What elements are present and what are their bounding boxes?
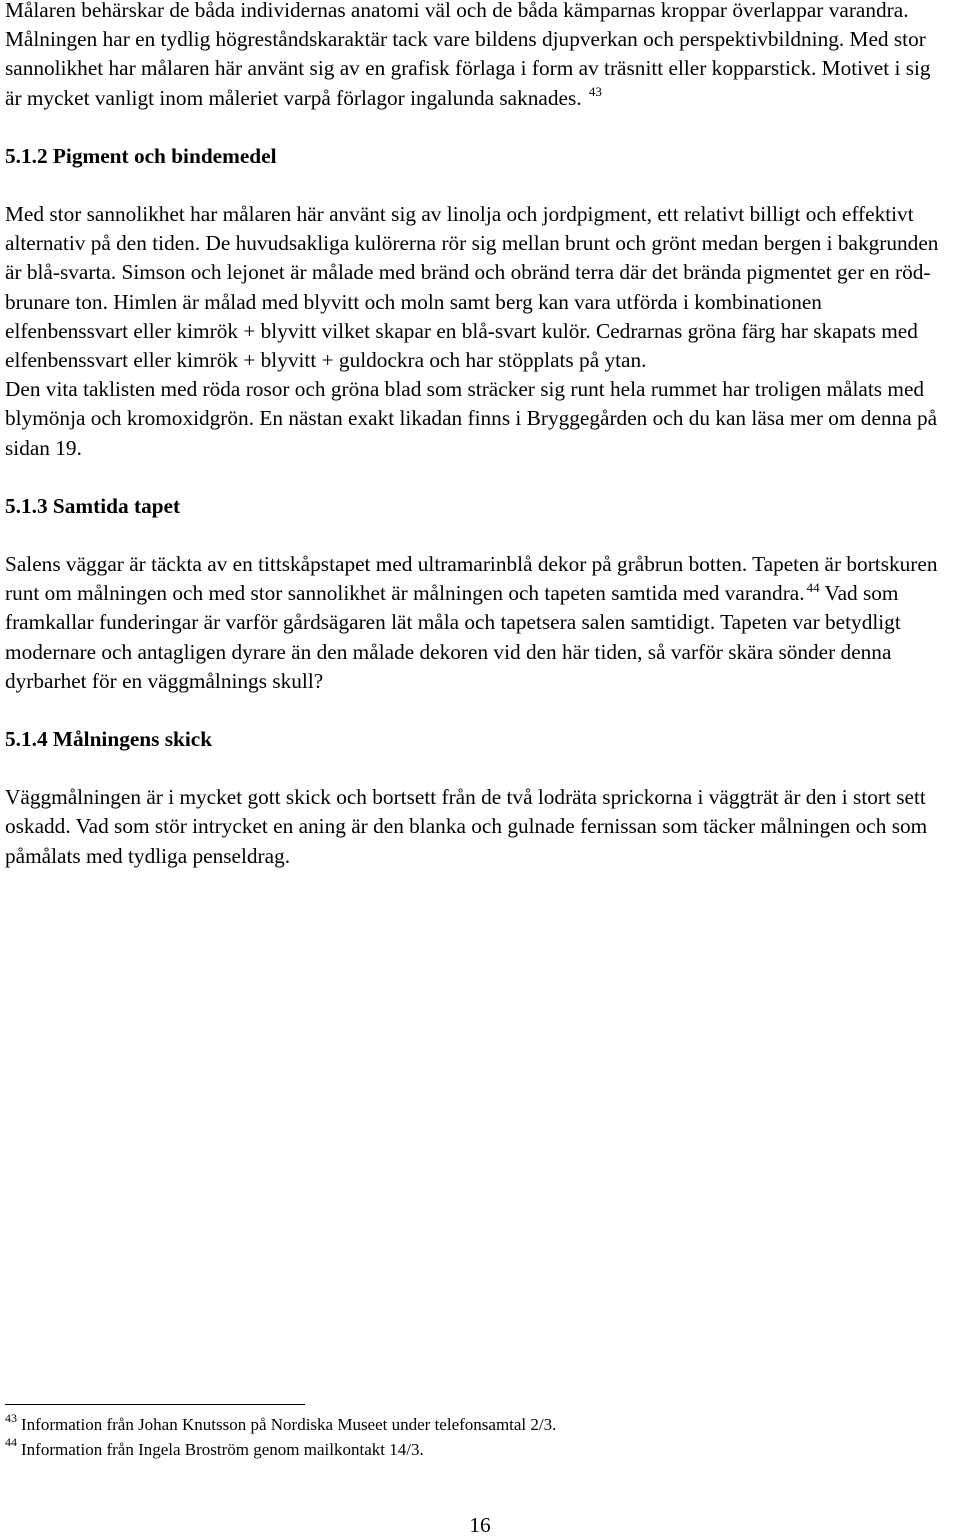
paragraph-text: Vad som framkallar funderingar är varför gårdsägaren lät måla och tapetsera salen samtidigt. Tapeten var betydligt modernare och antagligen dyrare än den målade dekoren vid den här tiden, så varför skära sönder denna dyrbarhet för en väggmålnings skull? bbox=[5, 581, 901, 693]
body-paragraph: Den vita taklisten med röda rosor och gröna blad som sträcker sig runt hela rummet har troligen målats med blymönja och kromoxidgrön. En nästan exakt likadan finns i Bryggegården och du kan läsa mer om denna på sidan 19. bbox=[5, 377, 938, 460]
footnote-number: 43 bbox=[5, 1410, 17, 1425]
paragraph-text: Salens väggar är täckta av en tittskåpstapet med ultramarinblå dekor på gråbrun botten. Tapeten är bortskuren runt om målningen och med stor sannolikhet är målningen och tapeten samtida med varandra. bbox=[5, 552, 938, 606]
body-paragraph bbox=[5, 550, 950, 696]
footnotes-section bbox=[5, 1404, 950, 1462]
intro-text: Målaren behärskar de båda individernas anatomi väl och de båda kämparnas kroppar överlappar varandra. Målningen har en tydlig högreståndskaraktär tack vare bildens djupverkan och perspektivbildning. Med stor sannolikhet har målaren här använt sig av en grafisk förlaga i form av träsnitt eller kopparstick. Motivet i sig är mycket vanligt inom måleriet varpå förlagor ingalunda saknades. bbox=[5, 0, 931, 110]
section-heading: 5.1.2 Pigment och bindemedel bbox=[5, 143, 277, 168]
footnote bbox=[5, 1410, 950, 1438]
body-paragraph: Väggmålningen är i mycket gott skick och bortsett från de två lodräta sprickorna i väggträt är den i stort sett oskadd. Vad som stör intrycket en aning är den blanka och gulnade fernissan som täcker målningen och som påmålats med tydliga penseldrag. bbox=[5, 785, 928, 868]
footnote-reference[interactable]: 43 bbox=[588, 84, 602, 100]
footnote-divider bbox=[5, 1404, 305, 1405]
section-heading: 5.1.4 Målningens skick bbox=[5, 727, 213, 752]
footnote-reference[interactable]: 44 bbox=[806, 579, 820, 595]
footnote-text: Information från Johan Knutsson på Nordiska Museet under telefonsamtal 2/3. bbox=[21, 1415, 557, 1434]
section-heading: 5.1.3 Samtida tapet bbox=[5, 493, 181, 518]
body-paragraph: Med stor sannolikhet har målaren här använt sig av linolja och jordpigment, ett relativt billigt och effektivt alternativ på den tiden. De huvudsakliga kulörerna rör sig mellan brunt och grönt medan bergen i bakgrunden är blå-svarta. Simson och lejonet är målade med bränd och obränd terra där det brända pigmentet ger en röd-brunare ton. Himlen är målad med blyvitt och moln samt berg kan vara utförda i kombinationen elfenbenssvart eller kimrök + blyvitt vilket skapar en blå-svart kulör. Cedrarnas gröna färg har skapats med elfenbenssvart eller kimrök + blyvitt + guldockra och har stöpplats på ytan. bbox=[5, 202, 939, 373]
document-page bbox=[5, 0, 950, 871]
footnote-number: 44 bbox=[5, 1435, 17, 1450]
footnote-text: Information från Ingela Broström genom mailkontakt 14/3. bbox=[21, 1439, 424, 1459]
footnote bbox=[5, 1435, 950, 1463]
intro-paragraph bbox=[5, 0, 950, 113]
page-number: 16 bbox=[469, 1513, 491, 1537]
